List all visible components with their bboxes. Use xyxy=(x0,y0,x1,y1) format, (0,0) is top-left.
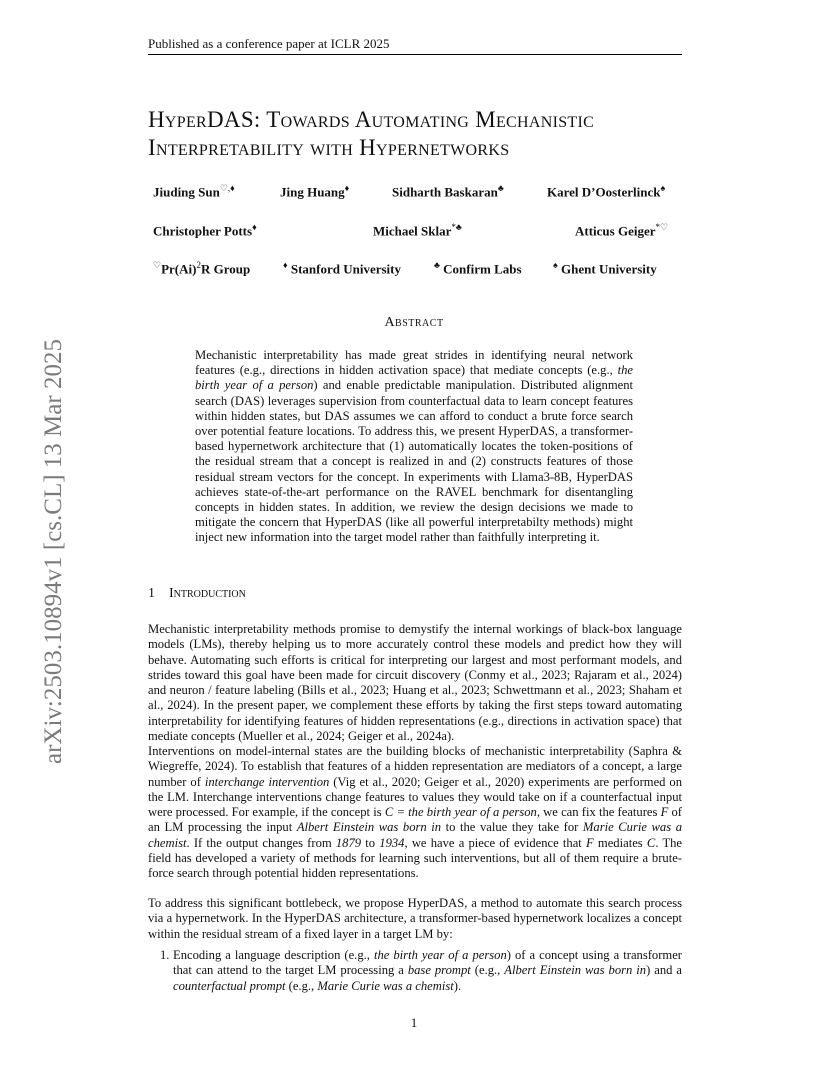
title-line-2: Interpretability with Hypernetworks xyxy=(148,135,510,160)
author-michael-sklar: Michael Sklar*♣ xyxy=(373,222,462,239)
affiliation-stanford: ♦ Stanford University xyxy=(283,260,401,277)
section-heading-introduction: 1 Introduction xyxy=(148,586,246,601)
author-jiuding-sun: Jiuding Sun♡,♦ xyxy=(153,183,235,200)
list-item-text: Encoding a language description (e.g., the birth year of a person) of a concept using a transformer that can attend to the target LM processing a base prompt (e.g., Albert Einstein was born in) and a counterfactual prompt (e.g., Marie Curie was a chemist). xyxy=(173,948,683,993)
affiliation-ghent: ♠ Ghent University xyxy=(553,260,657,277)
running-header: Published as a conference paper at ICLR 2025 xyxy=(148,36,390,51)
abstract-body: Mechanistic interpretability has made great strides in identifying neural network features (e.g., directions in hidden activation space) that mediate concepts (e.g., the birth year of a person) and enable predictable manipulation. Distributed alignment search (DAS) leverages supervision from counterfactual data to learn concept features within hidden states, but DAS assumes we can afford to conduct a brute force search over potential feature locations. To address this, we present HyperDAS, a transformer-based hypernetwork architecture that (1) automatically locates the token-positions of the residual stream that a concept is realized in and (2) constructs features of those residual stream vectors for the concept. In experiments with Llama3-8B, HyperDAS achieves state-of-the-art performance on the RAVEL benchmark for disentangling concepts in hidden states. In addition, we review the design decisions we made to mitigate the concern that HyperDAS (like all powerful interpretabilty methods) might inject new information into the target model rather than faithfully interpreting it. xyxy=(195,348,633,545)
author-sidharth-baskaran: Sidharth Baskaran♣ xyxy=(392,183,504,200)
paper-title xyxy=(148,106,748,162)
title-line-1: HyperDAS: Towards Automating Mechanistic xyxy=(148,107,595,132)
arxiv-stamp xyxy=(20,292,67,764)
header-rule xyxy=(148,54,682,55)
author-jing-huang: Jing Huang♦ xyxy=(280,183,350,200)
abstract-heading: Abstract xyxy=(384,315,444,330)
arxiv-stamp-text: arXiv:2503.10894v1 [cs.CL] 13 Mar 2025 xyxy=(40,339,67,764)
author-atticus-geiger: Atticus Geiger*♡ xyxy=(575,222,669,239)
author-christopher-potts: Christopher Potts♦ xyxy=(153,222,257,239)
affiliation-praair-group: $^♡Pr(Ai)^2R$ Group xyxy=(153,260,251,277)
intro-paragraph-1: Mechanistic interpretability methods promise to demystify the internal workings of black-box language models (LMs), thereby helping us to more accurately control these models and predict how they will behave. Automating such efforts is critical for interpreting our largest and most performant models, and strides toward this goal have been made for circuit discovery (Conmy et al., 2023; Rajaram et al., 2024) and neuron / feature labeling (Bills et al., 2023; Huang et al., 2023; Schwettmann et al., 2023; Shaham et al., 2024). In the present paper, we complement these efforts by taking the first steps toward automating interpretability for identifying features of hidden representations (e.g., directions in activation space) that mediate concepts (Mueller et al., 2024; Geiger et al., 2024a). xyxy=(148,622,682,744)
intro-paragraph-3: To address this significant bottlebeck, we propose HyperDAS, a method to automate this search process via a hypernetwork. In the HyperDAS architecture, a transformer-based hypernetwork localizes a concept within the residual stream of a fixed layer in a target LM by: xyxy=(148,896,682,941)
list-item-number: 1. xyxy=(160,948,170,962)
page-number: 1 xyxy=(410,1015,418,1030)
affiliation-confirm-labs: ♣ Confirm Labs xyxy=(434,260,522,277)
author-karel-doosterlinck: Karel D’Oosterlinck♠ xyxy=(547,183,666,200)
intro-paragraph-2: Interventions on model-internal states are the building blocks of mechanistic interpretability (Saphra & Wiegreffe, 2024). To establish that features of a hidden representation are mediators of a concept, a large number of interchange intervention (Vig et al., 2020; Geiger et al., 2020) experiments are performed on the LM. Interchange interventions change features to values they would take on if a counterfactual input were processed. For example, if the concept is C = the birth year of a person, we can fix the features F of an LM processing the input Albert Einstein was born in to the value they take for Marie Curie was a chemist. If the output changes from 1879 to 1934, we have a piece of evidence that F mediates C. The field has developed a variety of methods for learning such interventions, but all of them require a brute-force search through potential hidden representations. xyxy=(148,744,683,881)
